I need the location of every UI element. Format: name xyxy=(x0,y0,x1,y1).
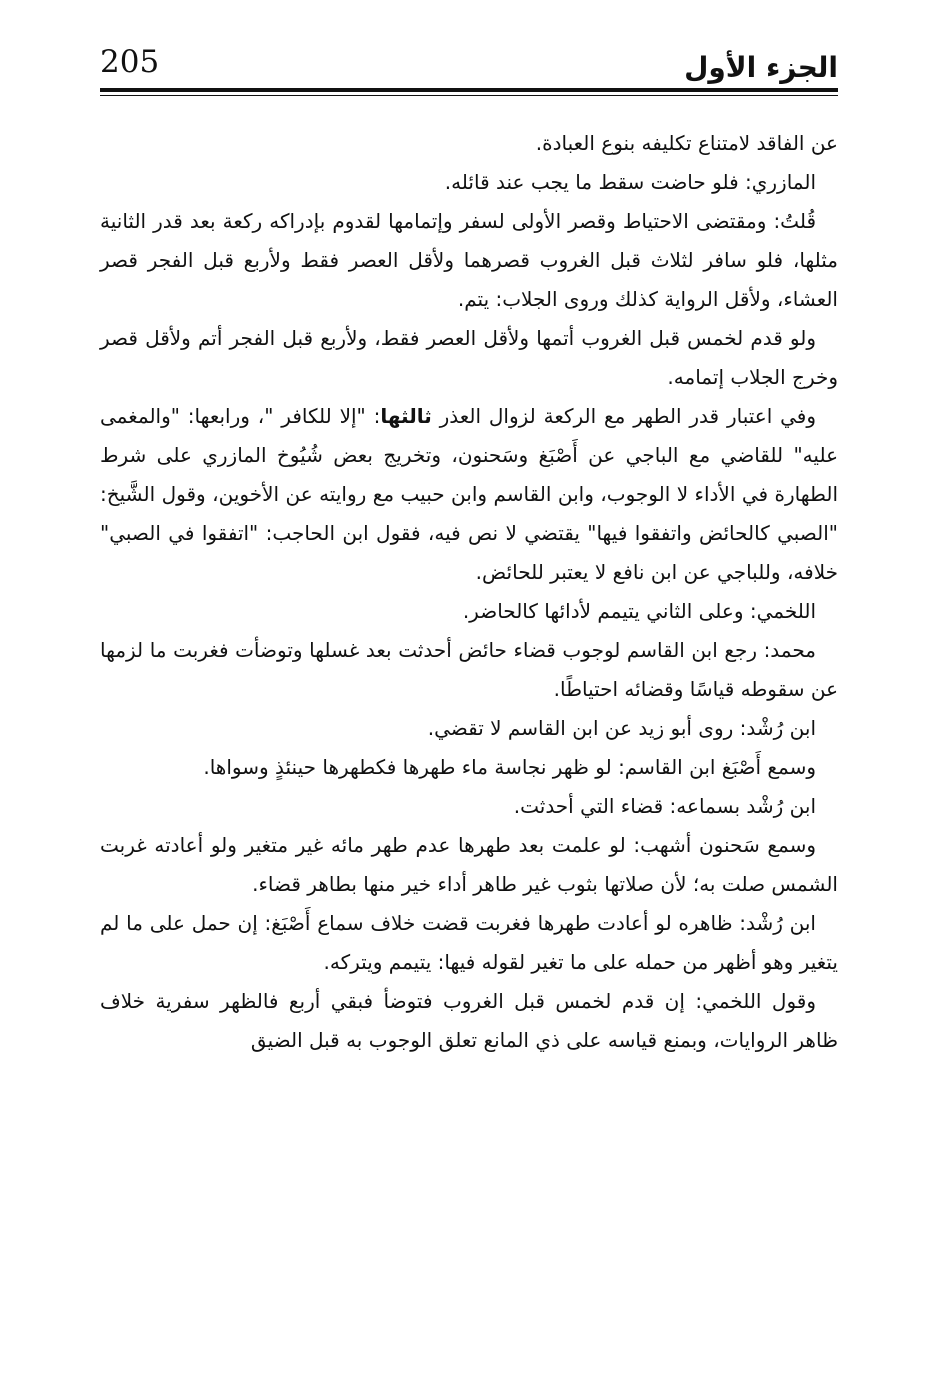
page-number: 205 xyxy=(100,44,160,80)
paragraph xyxy=(100,397,838,592)
running-head: الجزء الأول xyxy=(684,51,838,84)
paragraph: المازري: فلو حاضت سقط ما يجب عند قائله. xyxy=(444,170,816,194)
paragraph: قُلتُ: ومقتضى الاحتياط وقصر الأولى لسفر وإتمامها لقدوم بإدراكه ركعة بعد قدر الثانية مثلها، فلو سافر لثلاث قبل الغروب قصرهما ولأقل العصر فقط ولأربع قبل الفجر قصر العشاء، ولأقل الرواية كذلك وروى الجلاب: يتم. xyxy=(100,209,838,311)
paragraph: ابن رُشْد: روى أبو زيد عن ابن القاسم لا تقضي. xyxy=(427,716,816,740)
body-text xyxy=(100,124,838,1060)
paragraph: ابن رُشْد: ظاهره لو أعادت طهرها فغربت قضت خلاف سماع أَصْبَغ: إن حمل على ما لم يتغير وهو أظهر من حمله على ما تغير لقوله فيها: يتيمم ويتركه. xyxy=(100,911,838,974)
paragraph: محمد: رجع ابن القاسم لوجوب قضاء حائض أحدثت بعد غسلها وتوضأت فغربت ما لزمها عن سقوطه قياسًا وقضائه احتياطًا. xyxy=(100,638,838,701)
paragraph: اللخمي: وعلى الثاني يتيمم لأدائها كالحاضر. xyxy=(462,599,816,623)
paragraph: وقول اللخمي: إن قدم لخمس قبل الغروب فتوضأ فبقي أربع فالظهر سفرية خلاف ظاهر الروايات، وبمنع قياسه على ذي المانع تعلق الوجوب به قبل الضيق xyxy=(100,989,838,1052)
bold-term: ثالثها xyxy=(380,404,432,428)
paragraph: ولو قدم لخمس قبل الغروب أتمها ولأقل العصر فقط، ولأربع قبل الفجر أتم ولأقل قصر وخرج الجلاب إتمامه. xyxy=(100,326,838,389)
paragraph-text: : "إلا للكافر "، ورابعها: "والمغمى عليه" للقاضي مع الباجي عن أَصْبَغ وسَحنون، وتخريج بعض شُيُوخ المازري على شرط الطهارة في الأداء لا الوجوب، وابن القاسم وابن حبيب مع روايته عن الأخوين، وقول الشَّيخ: "الصبي كالحائض واتفقوا فيها" يقتضي لا نص فيه، فقول ابن الحاجب: "اتفقوا في الصبي" خلافه، وللباجي عن ابن نافع لا يعتبر للحائض. xyxy=(100,404,838,584)
paragraph: ابن رُشْد بسماعه: قضاء التي أحدثت. xyxy=(513,794,816,818)
paragraph: وسمع أَصْبَغ ابن القاسم: لو ظهر نجاسة ماء طهرها فكطهرها حينئذٍ وسواها. xyxy=(203,755,816,779)
paragraph: وسمع سَحنون أشهب: لو علمت بعد طهرها عدم طهر مائه غير متغير ولو أعادته غربت الشمس صلت به؛ لأن صلاتها بثوب غير طاهر أداء خير منها بطاهر قضاء. xyxy=(100,833,838,896)
paragraph: عن الفاقد لامتناع تكليفه بنوع العبادة. xyxy=(535,131,838,155)
paragraph-text: وفي اعتبار قدر الطهر مع الركعة لزوال العذر xyxy=(431,404,816,428)
header-rule-thick xyxy=(100,88,838,92)
header-rule-thin xyxy=(100,95,838,96)
